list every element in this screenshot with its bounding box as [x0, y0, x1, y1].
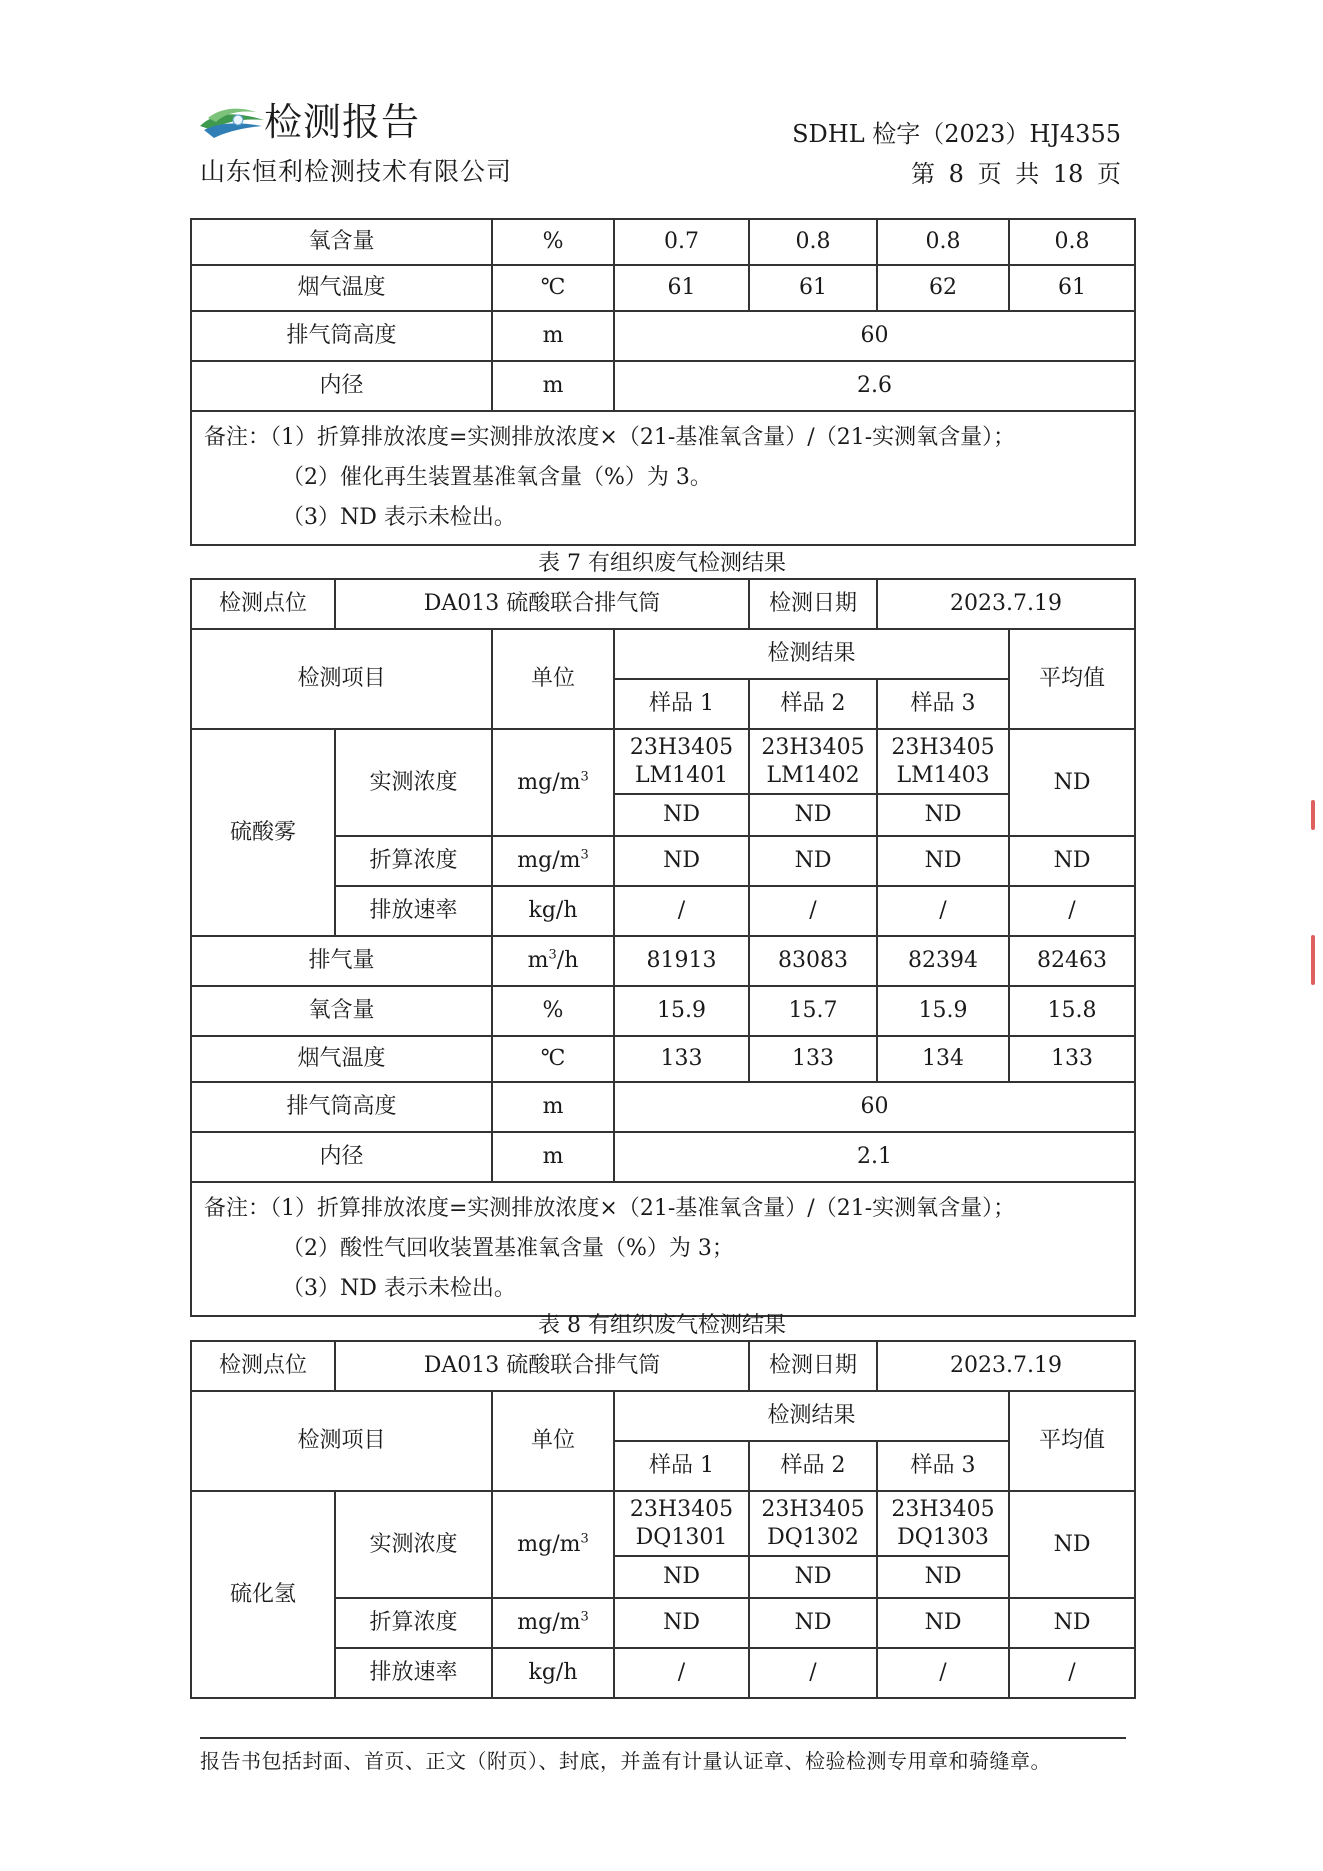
measured-value: ND [924, 802, 962, 828]
notes-cell [191, 1182, 1135, 1316]
item-header: 检测项目 [191, 629, 492, 729]
footer-divider [200, 1737, 1126, 1739]
merged-value: 2.1 [614, 1132, 1135, 1182]
sample-value: / [749, 1648, 877, 1698]
continued-table [190, 218, 1134, 546]
table-row [191, 729, 1135, 836]
sample-header: 样品 3 [877, 1441, 1009, 1491]
unit-cell: ℃ [492, 265, 614, 311]
table-row [191, 1036, 1135, 1082]
sample-value: ND [614, 1598, 749, 1648]
measured-value: ND [924, 1564, 962, 1590]
sample-value: 133 [749, 1036, 877, 1082]
item-label: 烟气温度 [191, 265, 492, 311]
sample-code: LM1403 [896, 762, 990, 788]
seal-fragment [1311, 800, 1315, 830]
sample-header: 样品 1 [614, 1441, 749, 1491]
item-label: 氧含量 [191, 986, 492, 1036]
average-value: ND [1009, 729, 1135, 836]
sample-value: 0.7 [614, 219, 749, 265]
item-label: 氧含量 [191, 219, 492, 265]
sample-code: 23H3405 [761, 735, 865, 760]
unit-cell: $mg/m^3$ [492, 1491, 614, 1598]
seal-fragment [1311, 935, 1315, 985]
table8 [190, 1340, 1134, 1699]
unit-cell: m [492, 361, 614, 411]
item-label: 排气量 [191, 936, 492, 986]
sample-value: ND [877, 836, 1009, 886]
table-row [191, 579, 1135, 629]
merged-value: 2.6 [614, 361, 1135, 411]
sample-value: ND [614, 836, 749, 886]
sample-value: / [614, 886, 749, 936]
sample-header: 样品 3 [877, 679, 1009, 729]
result-header: 检测结果 [614, 1391, 1009, 1441]
note-line: （2）催化再生装置基准氧含量（%）为 3。 [282, 465, 712, 490]
unit-header: 单位 [492, 629, 614, 729]
table-row [191, 361, 1135, 411]
sample-value: / [877, 886, 1009, 936]
sample-cell [877, 729, 1009, 836]
rate-label: 排放速率 [335, 886, 492, 936]
note-line: （3）ND 表示未检出。 [282, 1276, 516, 1301]
substance-label: 硫化氢 [191, 1491, 335, 1698]
average-value: ND [1009, 1598, 1135, 1648]
table-row [191, 1132, 1135, 1182]
sample-cell [749, 1491, 877, 1598]
note-line: （3）ND 表示未检出。 [282, 505, 516, 530]
sample-code: 23H3405 [761, 1497, 865, 1522]
table7 [190, 578, 1134, 1317]
point-label: 检测点位 [191, 1341, 335, 1391]
note-line: （2）酸性气回收装置基准氧含量（%）为 3； [282, 1236, 734, 1261]
measured-label: 实测浓度 [335, 1491, 492, 1598]
sample-value: 61 [614, 265, 749, 311]
unit-cell: $mg/m^3$ [492, 729, 614, 836]
table-row [191, 219, 1135, 265]
sample-value: 15.9 [614, 986, 749, 1036]
sample-value: 15.7 [749, 986, 877, 1036]
notes-row [191, 1182, 1135, 1316]
item-header: 检测项目 [191, 1391, 492, 1491]
average-value: 0.8 [1009, 219, 1135, 265]
table-row [191, 1391, 1135, 1441]
sample-header: 样品 1 [614, 679, 749, 729]
sample-header: 样品 2 [749, 1441, 877, 1491]
sample-code: 23H3405 [629, 1497, 734, 1522]
sample-code: LM1402 [766, 762, 860, 788]
note-line: 备注：（1）折算排放浓度=实测排放浓度×（21-基准氧含量）/（21-实测氧含量）； [204, 425, 1016, 450]
date-value: 2023.7.19 [877, 1341, 1135, 1391]
table7-caption: 表 7 有组织废气检测结果 [538, 551, 786, 576]
table-row [191, 1082, 1135, 1132]
sample-value: 0.8 [749, 219, 877, 265]
sample-value: / [749, 886, 877, 936]
point-value: DA013 硫酸联合排气筒 [335, 579, 749, 629]
company-name: 山东恒利检测技术有限公司 [200, 157, 513, 186]
table8-caption: 表 8 有组织废气检测结果 [538, 1313, 786, 1338]
unit-cell: m [492, 1132, 614, 1182]
table-row [191, 1491, 1135, 1598]
unit-cell: m [492, 311, 614, 361]
note-line: 备注：（1）折算排放浓度=实测排放浓度×（21-基准氧含量）/（21-实测氧含量）； [204, 1196, 1016, 1221]
item-label: 烟气温度 [191, 1036, 492, 1082]
sample-value: ND [877, 1598, 1009, 1648]
point-value: DA013 硫酸联合排气筒 [335, 1341, 749, 1391]
average-value: / [1009, 886, 1135, 936]
average-value: ND [1009, 836, 1135, 886]
average-value: 82463 [1009, 936, 1135, 986]
sample-value: 62 [877, 265, 1009, 311]
average-header: 平均值 [1009, 629, 1135, 729]
average-value: 133 [1009, 1036, 1135, 1082]
sample-value: 81913 [614, 936, 749, 986]
item-label: 内径 [191, 1132, 492, 1182]
unit-cell: kg/h [492, 886, 614, 936]
sample-code: DQ1303 [897, 1524, 989, 1550]
table-row [191, 936, 1135, 986]
average-value: 61 [1009, 265, 1135, 311]
table-row [191, 311, 1135, 361]
sample-code: DQ1301 [635, 1524, 728, 1550]
point-label: 检测点位 [191, 579, 335, 629]
converted-label: 折算浓度 [335, 836, 492, 886]
unit-cell: % [492, 219, 614, 265]
sample-value: 61 [749, 265, 877, 311]
item-label: 内径 [191, 361, 492, 411]
report-header [0, 0, 1323, 200]
sample-value: 134 [877, 1036, 1009, 1082]
result-header: 检测结果 [614, 629, 1009, 679]
date-label: 检测日期 [749, 1341, 877, 1391]
unit-cell: ℃ [492, 1036, 614, 1082]
unit-cell: $m^3/h$ [492, 936, 614, 986]
footer-note: 报告书包括封面、首页、正文（附页）、封底，并盖有计量认证章、检验检测专用章和骑缝章。 [200, 1749, 1051, 1773]
sample-code: 23H3405 [891, 1497, 995, 1522]
measured-value: ND [663, 802, 700, 828]
sample-cell [614, 1491, 749, 1598]
sample-cell [614, 729, 749, 836]
sample-value: 15.9 [877, 986, 1009, 1036]
unit-cell: $mg/m^3$ [492, 1598, 614, 1648]
sample-value: / [877, 1648, 1009, 1698]
document-number: SDHL 检字（2023）HJ4355 [792, 120, 1121, 148]
sample-header: 样品 2 [749, 679, 877, 729]
average-header: 平均值 [1009, 1391, 1135, 1491]
notes-row [191, 411, 1135, 545]
sample-code: DQ1302 [767, 1524, 859, 1550]
unit-cell: % [492, 986, 614, 1036]
report-title: 检测报告 [264, 100, 421, 144]
average-value: ND [1009, 1491, 1135, 1598]
date-label: 检测日期 [749, 579, 877, 629]
sample-value: 83083 [749, 936, 877, 986]
notes-cell [191, 411, 1135, 545]
sample-value: 0.8 [877, 219, 1009, 265]
item-label: 排气筒高度 [191, 1082, 492, 1132]
sample-code: 23H3405 [891, 735, 995, 760]
substance-label: 硫酸雾 [191, 729, 335, 936]
unit-cell: $mg/m^3$ [492, 836, 614, 886]
sample-code: LM1401 [634, 762, 729, 788]
company-logo-icon [198, 100, 266, 144]
measured-value: ND [663, 1564, 700, 1590]
sample-value: / [614, 1648, 749, 1698]
sample-cell [877, 1491, 1009, 1598]
average-value: 15.8 [1009, 986, 1135, 1036]
merged-value: 60 [614, 1082, 1135, 1132]
table-row [191, 629, 1135, 679]
table-row [191, 1341, 1135, 1391]
item-label: 排气筒高度 [191, 311, 492, 361]
average-value: / [1009, 1648, 1135, 1698]
rate-label: 排放速率 [335, 1648, 492, 1698]
unit-cell: m [492, 1082, 614, 1132]
sample-value: ND [749, 836, 877, 886]
unit-cell: kg/h [492, 1648, 614, 1698]
sample-value: 133 [614, 1036, 749, 1082]
table-row [191, 986, 1135, 1036]
measured-value: ND [794, 802, 832, 828]
page-info: 第 8 页 共 18 页 [911, 160, 1121, 188]
sample-value: ND [749, 1598, 877, 1648]
sample-value: 82394 [877, 936, 1009, 986]
table-row [191, 265, 1135, 311]
sample-cell [749, 729, 877, 836]
converted-label: 折算浓度 [335, 1598, 492, 1648]
measured-label: 实测浓度 [335, 729, 492, 836]
date-value: 2023.7.19 [877, 579, 1135, 629]
sample-code: 23H3405 [629, 735, 734, 760]
merged-value: 60 [614, 311, 1135, 361]
measured-value: ND [794, 1564, 832, 1590]
unit-header: 单位 [492, 1391, 614, 1491]
